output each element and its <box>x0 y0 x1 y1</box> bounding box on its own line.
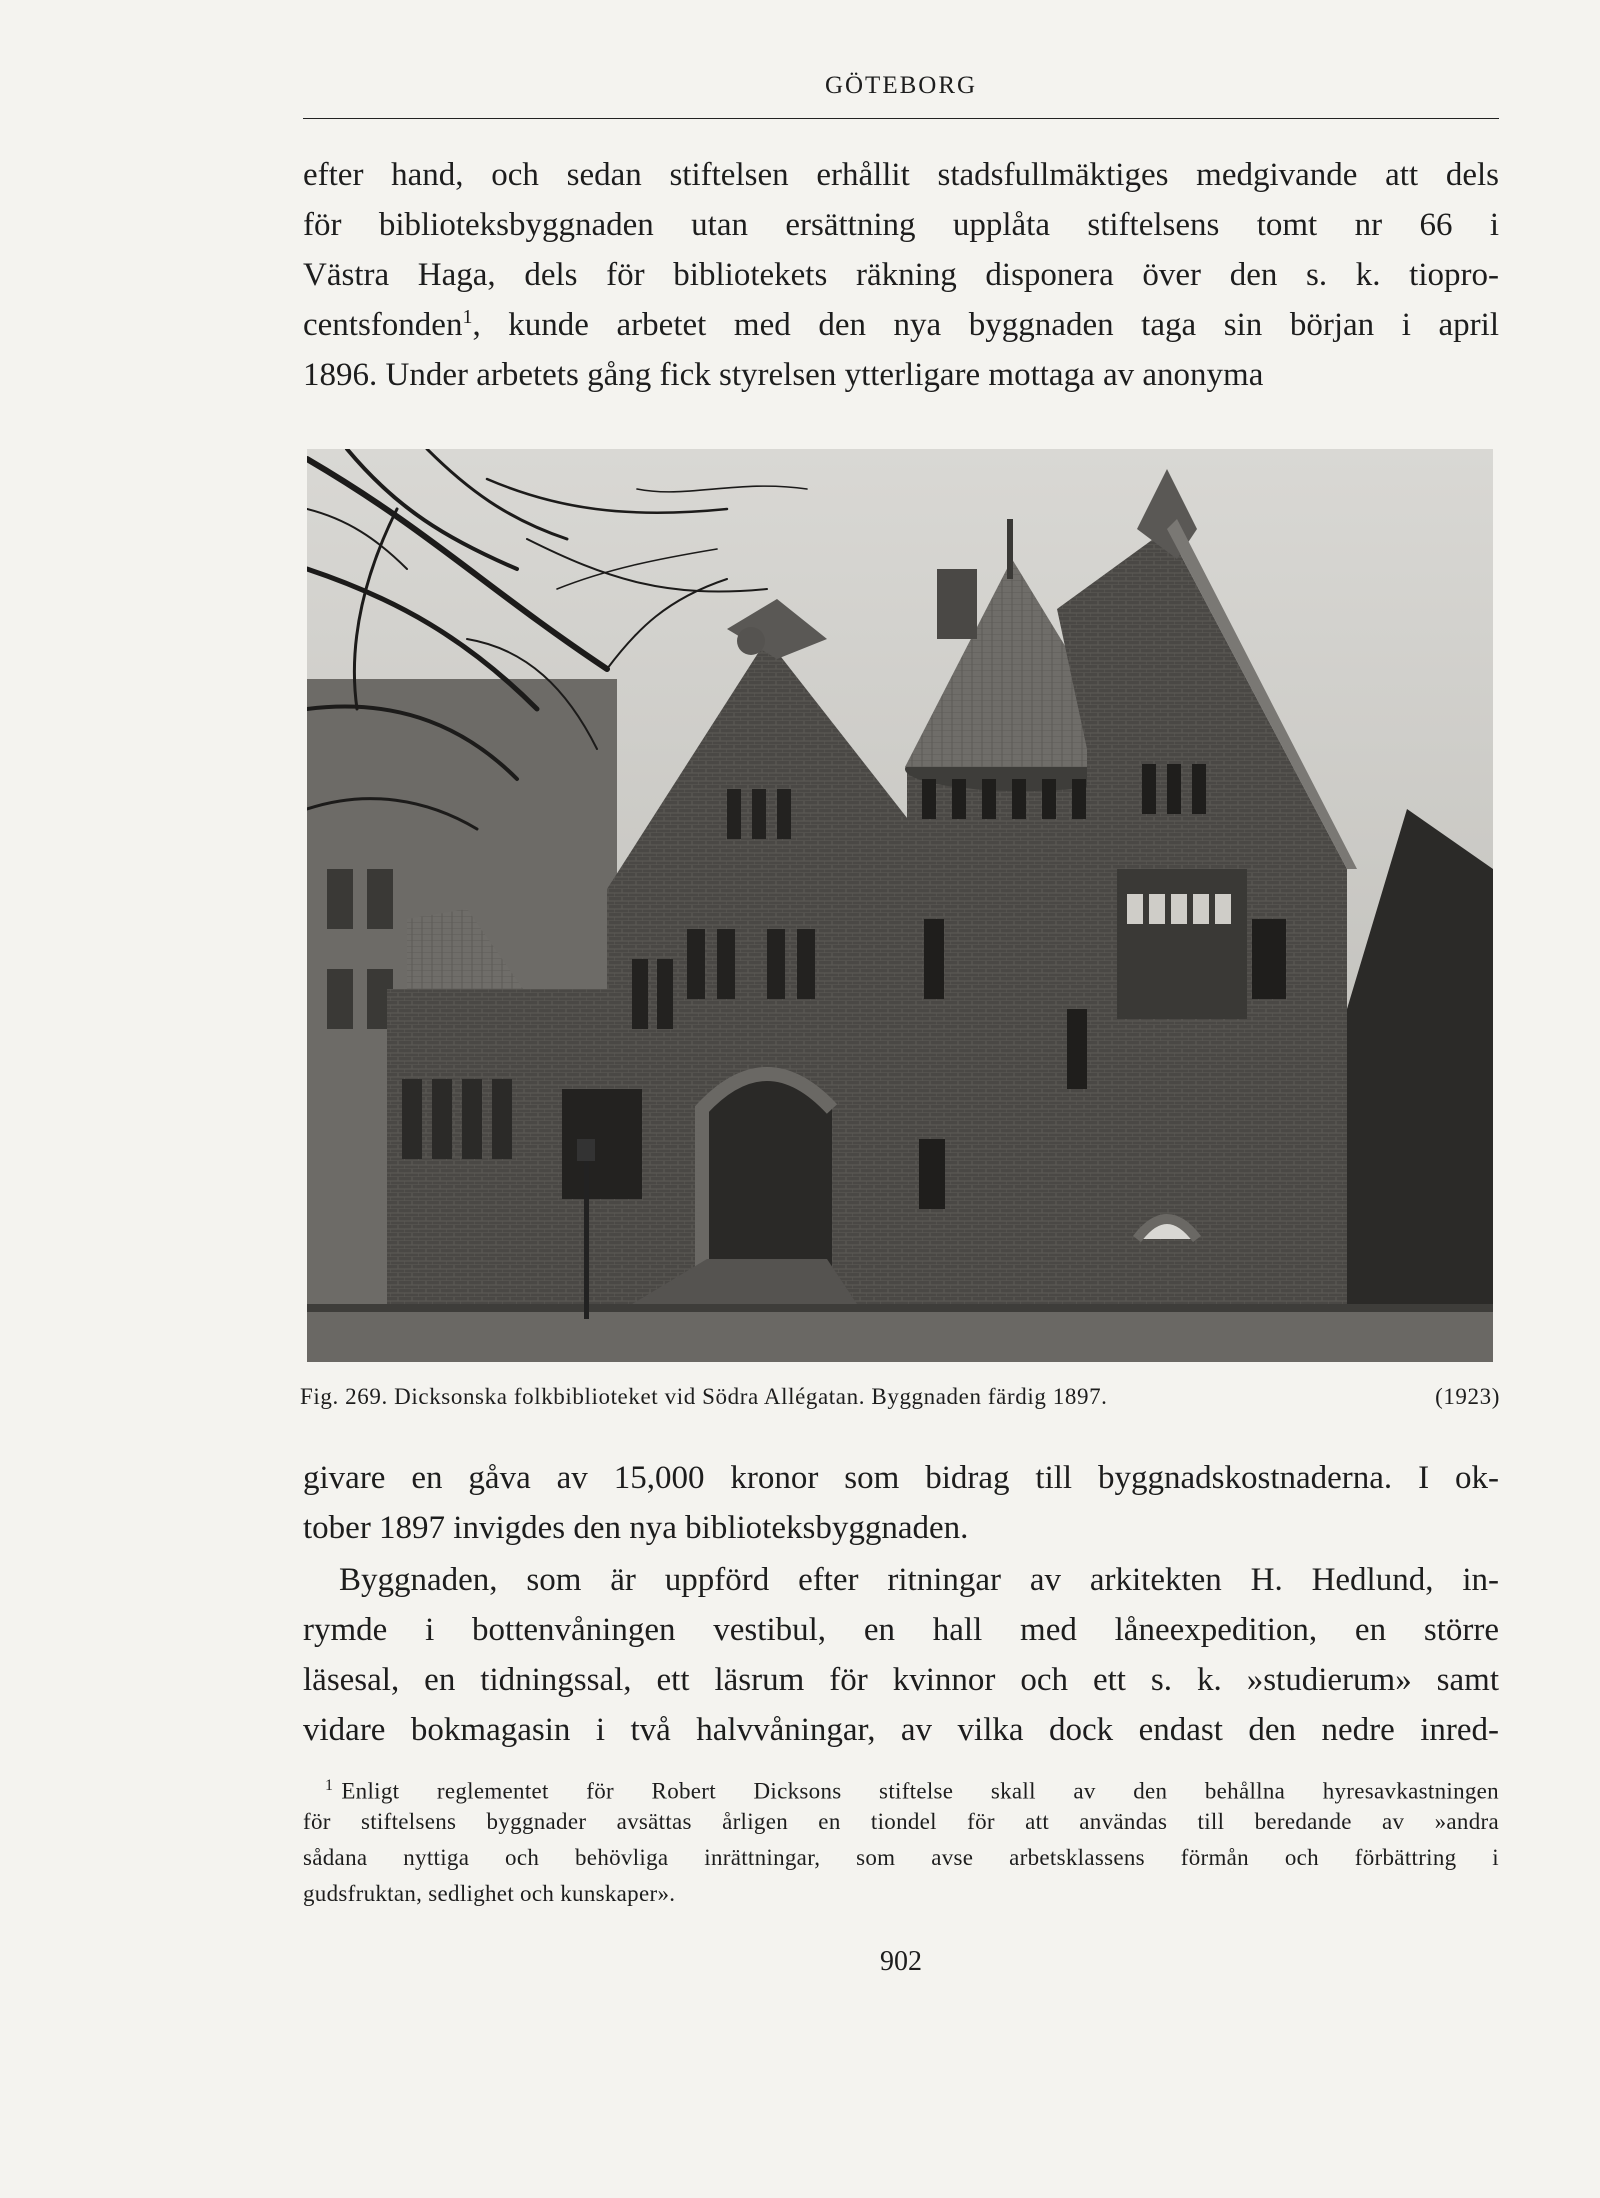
page-number: 902 <box>880 1946 922 1977</box>
footnote-line <box>303 1768 1499 1804</box>
library-building-photo <box>307 449 1493 1362</box>
text-line <box>303 300 1499 350</box>
photo-illustration <box>307 449 1493 1362</box>
footnote <box>303 1768 1499 1912</box>
text-line: tober 1897 invigdes den nya biblioteksbyggnaden. <box>303 1510 969 1546</box>
paragraph-3 <box>303 1555 1499 1755</box>
running-header: GÖTEBORG <box>824 72 978 99</box>
footnote-line: sådana nyttiga och behövliga inrättningar, som avse arbetsklassens förmån och förbättring i <box>303 1845 1499 1870</box>
text-line: 1896. Under arbetets gång fick styrelsen ytterligare mottaga av anonyma <box>303 357 1264 393</box>
caption-year: (1923) <box>1435 1384 1500 1409</box>
text-line: för biblioteksbyggnaden utan ersättning upplåta stiftelsens tomt nr 66 i <box>303 207 1499 243</box>
text-line: vidare bokmagasin i två halvvåningar, av vilka dock endast den nedre inred- <box>303 1712 1499 1748</box>
text-line: Västra Haga, dels för bibliotekets räkning disponera över den s. k. tiopro- <box>303 257 1499 293</box>
text-line: läsesal, en tidningssal, ett läsrum för kvinnor och ett s. k. »studierum» samt <box>303 1662 1499 1698</box>
text-line: efter hand, och sedan stiftelsen erhållit stadsfullmäktiges medgivande att dels <box>303 157 1499 193</box>
text-line: rymde i bottenvåningen vestibul, en hall med låneexpedition, en större <box>303 1612 1499 1648</box>
figure-caption <box>300 1384 1500 1410</box>
footnote-line: gudsfruktan, sedlighet och kunskaper». <box>303 1881 676 1906</box>
footnote-line: för stiftelsens byggnader avsättas årligen en tiondel för att användas till beredande av »andra <box>303 1809 1499 1834</box>
paragraph-2 <box>303 1453 1499 1553</box>
footnote-marker: 1 <box>325 1777 334 1794</box>
text-fragment: , kunde arbetet med den nya byggnaden taga sin början i april <box>472 307 1499 343</box>
footnote-text: Enligt reglementet för Robert Dicksons stiftelse skall av den behållna hyresavkastningen <box>341 1778 1499 1804</box>
caption-text: Fig. 269. Dicksonska folkbiblioteket vid Södra Allégatan. Byggnaden färdig 1897. <box>300 1384 1108 1409</box>
paragraph-1 <box>303 150 1499 400</box>
header-rule <box>303 118 1499 119</box>
text-fragment: centsfonden <box>303 307 463 343</box>
text-line: Byggnaden, som är uppförd efter ritningar av arkitekten H. Hedlund, in- <box>339 1562 1499 1598</box>
text-line: givare en gåva av 15,000 kronor som bidrag till byggnadskostnaderna. I ok- <box>303 1460 1499 1496</box>
footnote-ref: 1 <box>462 306 473 328</box>
